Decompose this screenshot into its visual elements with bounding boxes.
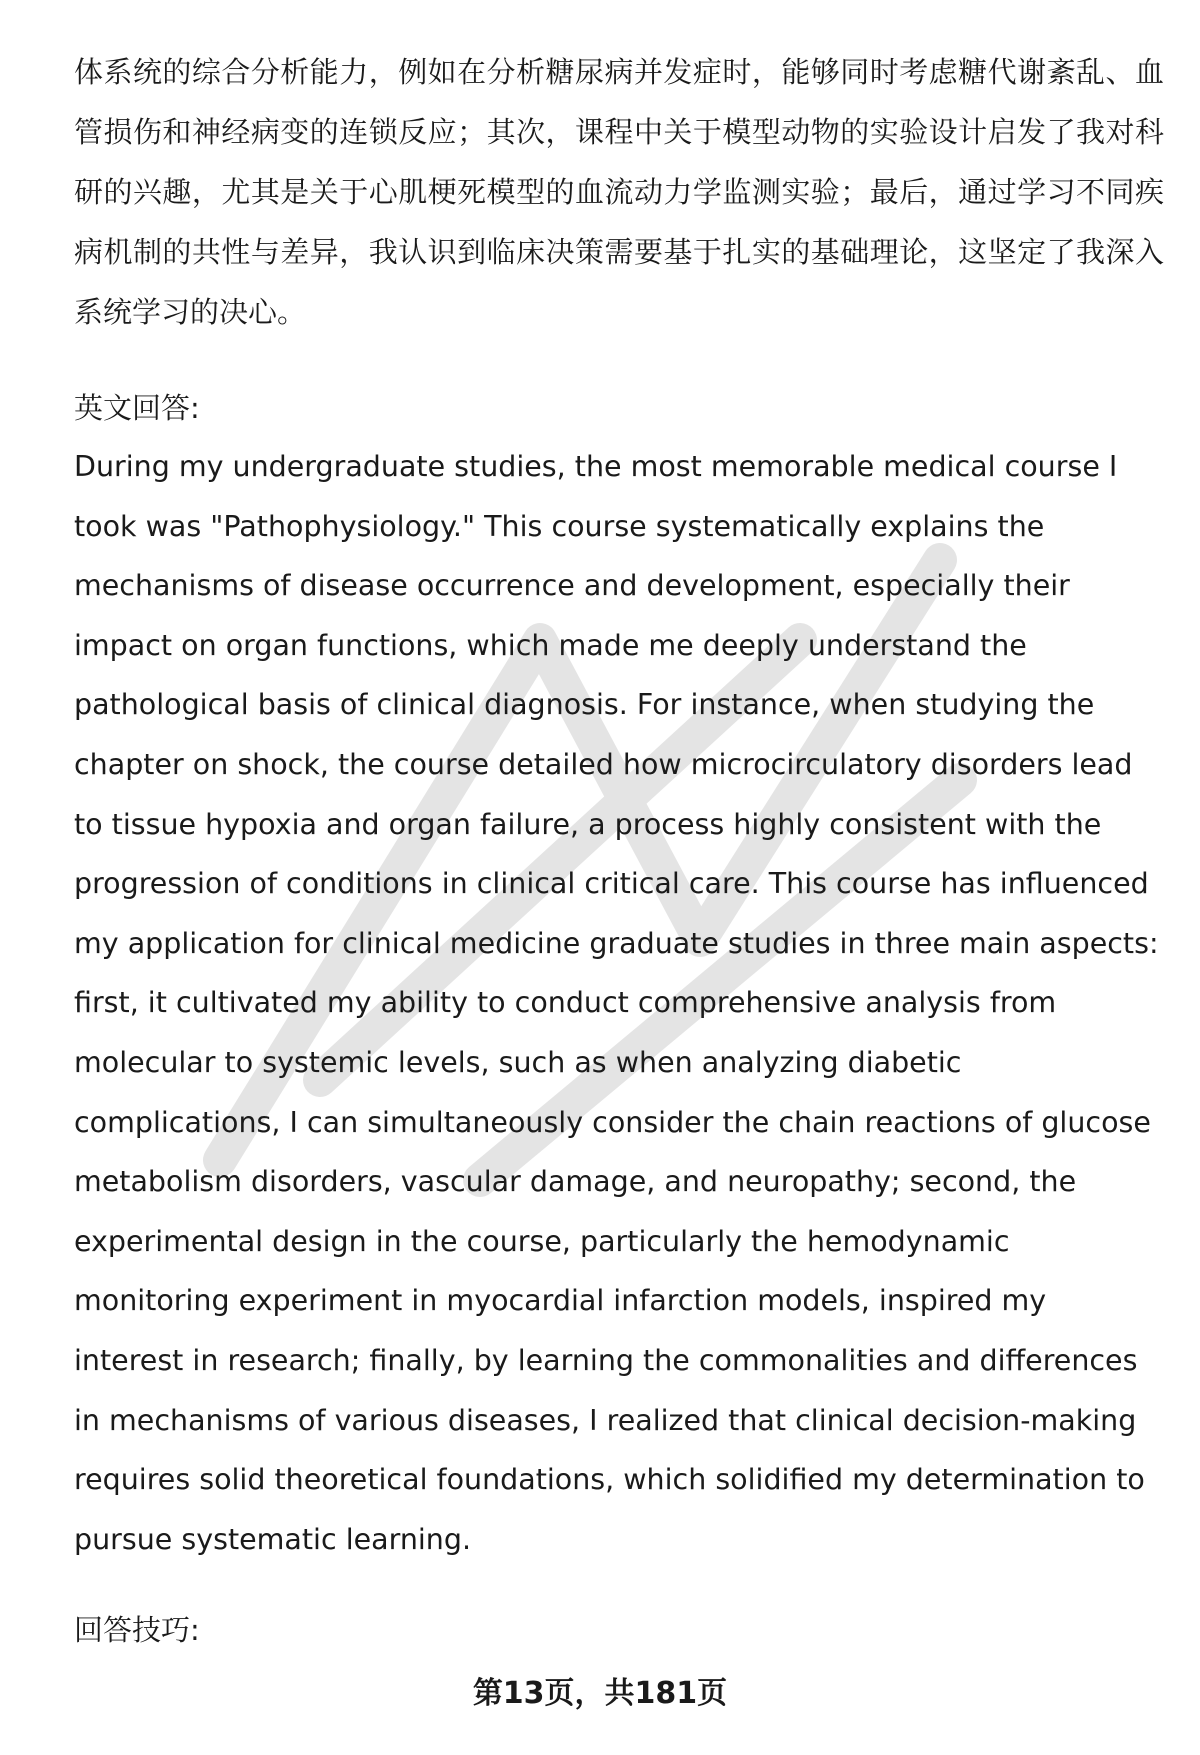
answer-tips-label: 回答技巧:	[74, 1613, 200, 1647]
chinese-paragraph: 体系统的综合分析能力，例如在分析糖尿病并发症时，能够同时考虑糖代谢紊乱、血管损伤和神经病变的连锁反应；其次，课程中关于模型动物的实验设计启发了我对科研的兴趣，尤其是关于心肌梗死模型的血流动力学监测实验；最后，通过学习不同疾病机制的共性与差异，我认识到临床决策需要基于扎实的基础理论，这坚定了我深入系统学习的决心。	[74, 55, 1164, 329]
page-footer: 第13页，共181页	[472, 1676, 728, 1711]
english-paragraph: During my undergraduate studies, the most memorable medical course I took was "Pathophysiology." This course systematically explains the mechanisms of disease occurrence and development, especially their impact on organ functions, which made me deeply understand the pathological basis of clinical diagnosis. For instance, when studying the chapter on shock, the course detailed how microcirculatory disorders lead to tissue hypoxia and organ failure, a process highly consistent with the progression of conditions in clinical critical care. This course has influenced my application for clinical medicine graduate studies in three main aspects: first, it cultivated my ability to conduct comprehensive analysis from molecular to systemic levels, such as when analyzing diabetic complications, I can simultaneously consider the chain reactions of glucose metabolism disorders, vascular damage, and neuropathy; second, the experimental design in the course, particularly the hemodynamic monitoring experiment in myocardial infarction models, inspired my interest in research; finally, by learning the commonalities and differences in mechanisms of various diseases, I realized that clinical decision-making requires solid theoretical foundations, which solidified my determination to pursue systematic learning.	[74, 450, 1159, 1556]
english-answer-label: 英文回答:	[74, 391, 200, 425]
